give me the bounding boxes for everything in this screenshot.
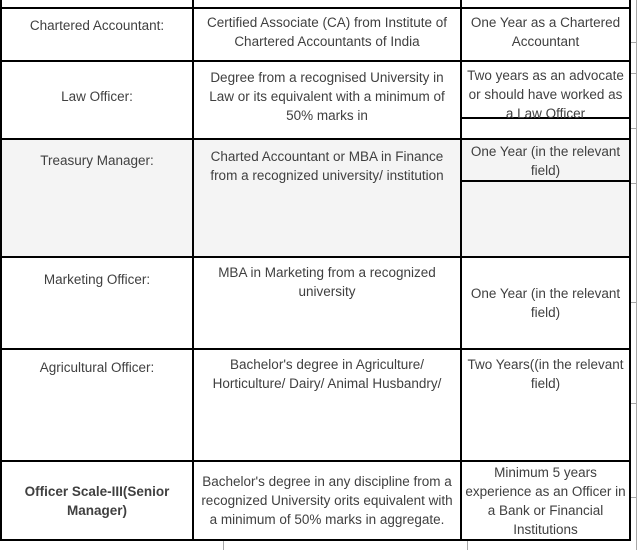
table-row-officer-scale-3 — [0, 462, 631, 541]
qualification-cell: MBA in Marketing from a recognized university — [194, 258, 462, 348]
experience-text: Minimum 5 years experience as an Officer in a Bank or Financial Institutions — [465, 464, 626, 537]
cropped-grid-line — [631, 497, 636, 498]
cropped-grid-line — [631, 128, 636, 129]
table-row-treasury-manager — [0, 140, 631, 258]
cropped-grid-line — [631, 302, 636, 303]
experience-cell — [462, 462, 631, 539]
post-label: Law Officer: — [0, 62, 194, 138]
cropped-grid-line — [467, 541, 468, 550]
cropped-grid-line — [631, 42, 636, 43]
cropped-grid-line — [631, 403, 636, 404]
experience-text: One Year (in the relevant field) — [470, 286, 621, 320]
experience-cell — [462, 62, 631, 138]
experience-cell: One Year as a Chartered Accountant — [462, 9, 631, 60]
empty-subcell — [462, 182, 629, 256]
qualification-text: Bachelor's degree in any discipline from a recognized University orits equivalent with a minimum of 50% marks in aggregate. — [201, 474, 453, 527]
cropped-cell — [194, 0, 462, 7]
table-row-chartered-accountant — [0, 9, 631, 62]
table-row-marketing-officer — [0, 258, 631, 350]
cropped-grid-line — [631, 73, 636, 74]
post-label — [0, 462, 194, 539]
cropped-grid-line — [631, 183, 636, 184]
post-label: Chartered Accountant: — [0, 9, 194, 60]
post-label: Treasury Manager: — [0, 140, 194, 256]
post-label: Agricultural Officer: — [0, 350, 194, 460]
table-row-law-officer — [0, 62, 631, 140]
cropped-right-column-line — [636, 0, 637, 550]
qualification-cell: Certified Associate (CA) from Institute of Chartered Accountants of India — [194, 9, 462, 60]
cropped-cell — [0, 0, 194, 7]
post-label-text: Officer Scale-III(Senior Manager) — [24, 483, 170, 518]
cropped-cell — [462, 0, 631, 7]
empty-subcell — [462, 119, 629, 138]
qualification-cell: Degree from a recognised University in Law or its equivalent with a minimum of 50% marks in — [194, 62, 462, 138]
table-row-agricultural-officer — [0, 350, 631, 462]
qualification-cell — [194, 462, 462, 539]
cropped-bottom-row-fragment — [0, 541, 638, 550]
qualification-cell: Bachelor's degree in Agriculture/ Horticulture/ Dairy/ Animal Husbandry/ — [194, 350, 462, 460]
experience-text: Two years as an advocate or should have worked as a Law Officer — [462, 62, 629, 119]
experience-cell — [462, 258, 631, 348]
cropped-grid-line — [223, 541, 224, 550]
experience-text: One Year (in the relevant field) — [462, 140, 629, 182]
qualification-cell: Charted Accountant or MBA in Finance from a recognized university/ institution — [194, 140, 462, 256]
experience-cell: Two Years((in the relevant field) — [462, 350, 631, 460]
cropped-top-row-fragment — [0, 0, 631, 9]
post-label: Marketing Officer: — [0, 258, 194, 348]
experience-cell — [462, 140, 631, 256]
